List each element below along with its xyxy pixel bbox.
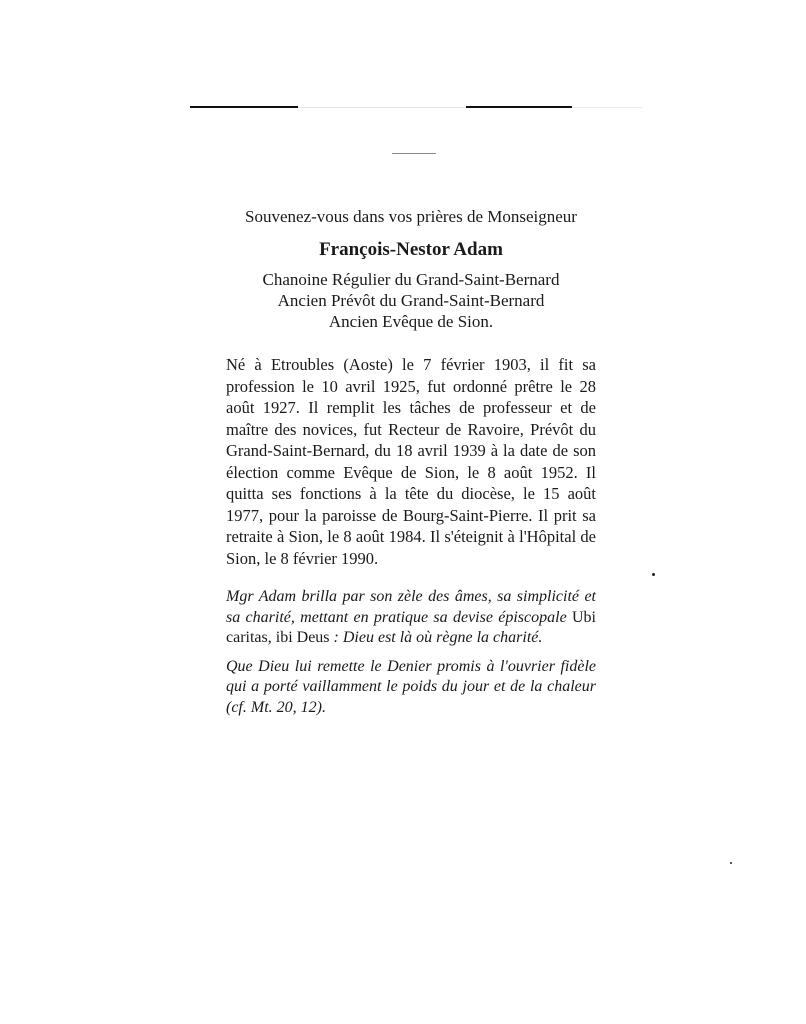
top-rule-faint — [298, 107, 466, 108]
tribute — [226, 587, 596, 649]
closing-prayer: Que Dieu lui remette le Denier promis à l'ouvrier fidèle qui a porté vaillamment le poids du jour et de la chaleur (cf. Mt. 20, 12). — [226, 657, 596, 716]
episcopal-motto: Ubi caritas, ibi Deus — [226, 608, 596, 646]
titles-block — [226, 269, 596, 332]
ornament-rule — [392, 153, 436, 154]
top-rule-left — [190, 106, 298, 108]
title-line: Chanoine Régulier du Grand-Saint-Bernard — [262, 270, 560, 289]
intro-text: Souvenez-vous dans vos prières de Monseigneur — [245, 207, 577, 226]
title-line: Ancien Prévôt du Grand-Saint-Bernard — [277, 291, 545, 310]
title-line: Ancien Evêque de Sion. — [328, 312, 494, 331]
scan-speck — [652, 573, 655, 576]
memorial-card — [226, 206, 596, 718]
top-rule-faint-right — [572, 107, 642, 108]
biography: Né à Etroubles (Aoste) le 7 février 1903, il fit sa profession le 10 avril 1925, fut ordonné prêtre le 28 août 1927. Il remplit les tâches de professeur et de maître des novices, fut Recteur de Ravoire, Prévôt du Grand-Saint-Bernard, du 18 avril 1939 à la date de son élection comme Evêque de Sion, le 8 août 1952. Il quitta ses fonctions à la tête du diocèse, le 15 août 1977, pour la paroisse de Bourg-Saint-Pierre. Il prit sa retraite à Sion, le 8 août 1984. Il s'éteignit à l'Hôpital de Sion, le 8 février 1990. — [226, 355, 596, 568]
tribute-text: Mgr Adam brilla par son zèle des âmes, sa simplicité et sa charité, mettant en pratique sa devise épiscopale — [226, 588, 596, 626]
top-rule-right — [466, 106, 572, 108]
tribute-translation: : Dieu est là où règne la charité. — [329, 629, 543, 646]
deceased-name: François-Nestor Adam — [319, 239, 503, 260]
scan-speck — [730, 862, 732, 864]
